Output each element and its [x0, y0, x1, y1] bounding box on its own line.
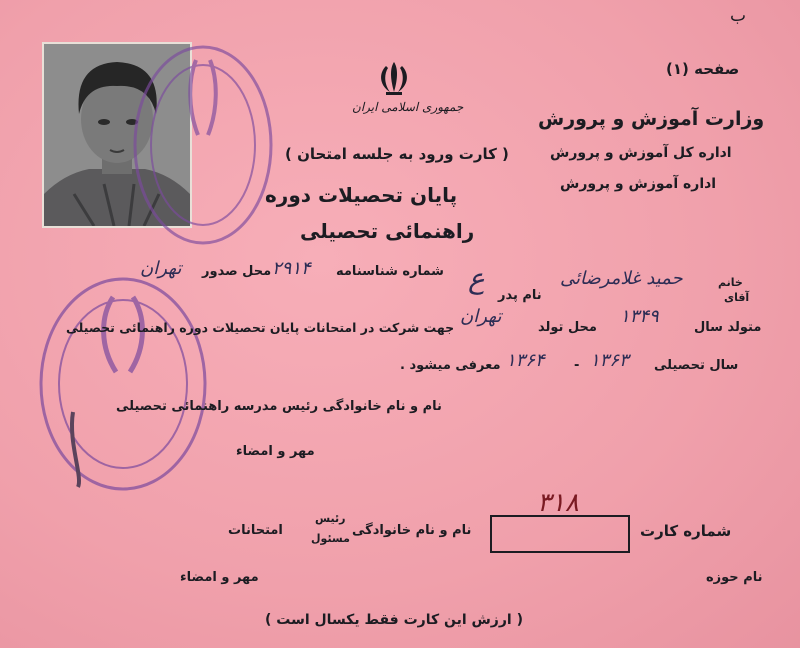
purpose-text: جهت شرکت در امتحانات پایان تحصیلات دوره راهنمائی تحصیلی — [66, 320, 455, 335]
id-number-value: ۲۹۱۴ — [272, 258, 311, 279]
card-subtitle: ( کارت ورود به جلسه امتحان ) — [285, 145, 509, 163]
card-number-value: ۳۱۸ — [537, 488, 579, 518]
district-label: نام حوزه — [706, 570, 763, 585]
exam-official-role-top: رئیس — [315, 512, 346, 525]
school-year-value2: ۱۳۶۴ — [506, 350, 545, 371]
issue-place-label: محل صدور — [202, 264, 272, 279]
father-name-value: ع — [468, 262, 485, 295]
official-seal-icon — [135, 47, 271, 243]
exam-seal-label: مهر و امضاء — [180, 570, 259, 585]
corner-tag: ب — [730, 6, 747, 26]
official-seal-icon — [41, 279, 205, 489]
principal-seal-label: مهر و امضاء — [236, 444, 315, 459]
emblem-motto: جمهوری اسلامی ایران — [352, 100, 464, 114]
validity-note: ( ارزش این کارت فقط یکسال است ) — [265, 612, 524, 628]
father-name-label: نام پدر — [498, 288, 542, 303]
school-year-value1: ۱۳۶۳ — [590, 350, 629, 371]
birth-place-value: تهران — [460, 306, 502, 327]
birth-place-label: محل تولد — [538, 320, 597, 335]
school-year-separator: - — [574, 358, 580, 373]
ministry-name: وزارت آموزش و پرورش — [538, 108, 765, 130]
birth-year-label: متولد سال — [694, 320, 762, 335]
top-stamp — [128, 40, 278, 250]
exam-official-suffix: امتحانات — [228, 523, 283, 538]
introduced-text: معرفی میشود . — [400, 358, 501, 373]
card-number-label: شماره کارت — [640, 522, 732, 540]
iran-emblem-icon — [374, 58, 414, 98]
page-number: صفحه (۱) — [666, 60, 740, 78]
card-number-box — [490, 515, 630, 553]
issue-place-value: تهران — [140, 258, 182, 279]
card-heading-line1: پایان تحصیلات دوره — [265, 183, 458, 207]
exam-official-name-label: نام و نام خانوادگی — [352, 523, 472, 538]
student-name-value: حمید غلامرضائی — [560, 268, 683, 289]
principal-name-label: نام و نام خانوادگی رئیس مدرسه راهنمائی تحصیلی — [116, 399, 442, 414]
left-stamp — [28, 272, 218, 502]
general-department: اداره کل آموزش و پرورش — [550, 145, 732, 161]
local-department: اداره آموزش و پرورش — [560, 176, 717, 192]
exam-official-role-bottom: مسئول — [311, 532, 350, 545]
birth-year-value: ۱۳۴۹ — [620, 306, 659, 327]
school-year-label: سال تحصیلی — [654, 358, 739, 373]
id-number-label: شماره شناسنامه — [336, 264, 444, 279]
salutation-alt-label: خانم — [718, 276, 743, 289]
card-heading-line2: راهنمائی تحصیلی — [300, 219, 475, 243]
salutation-label: آقای — [724, 291, 750, 304]
